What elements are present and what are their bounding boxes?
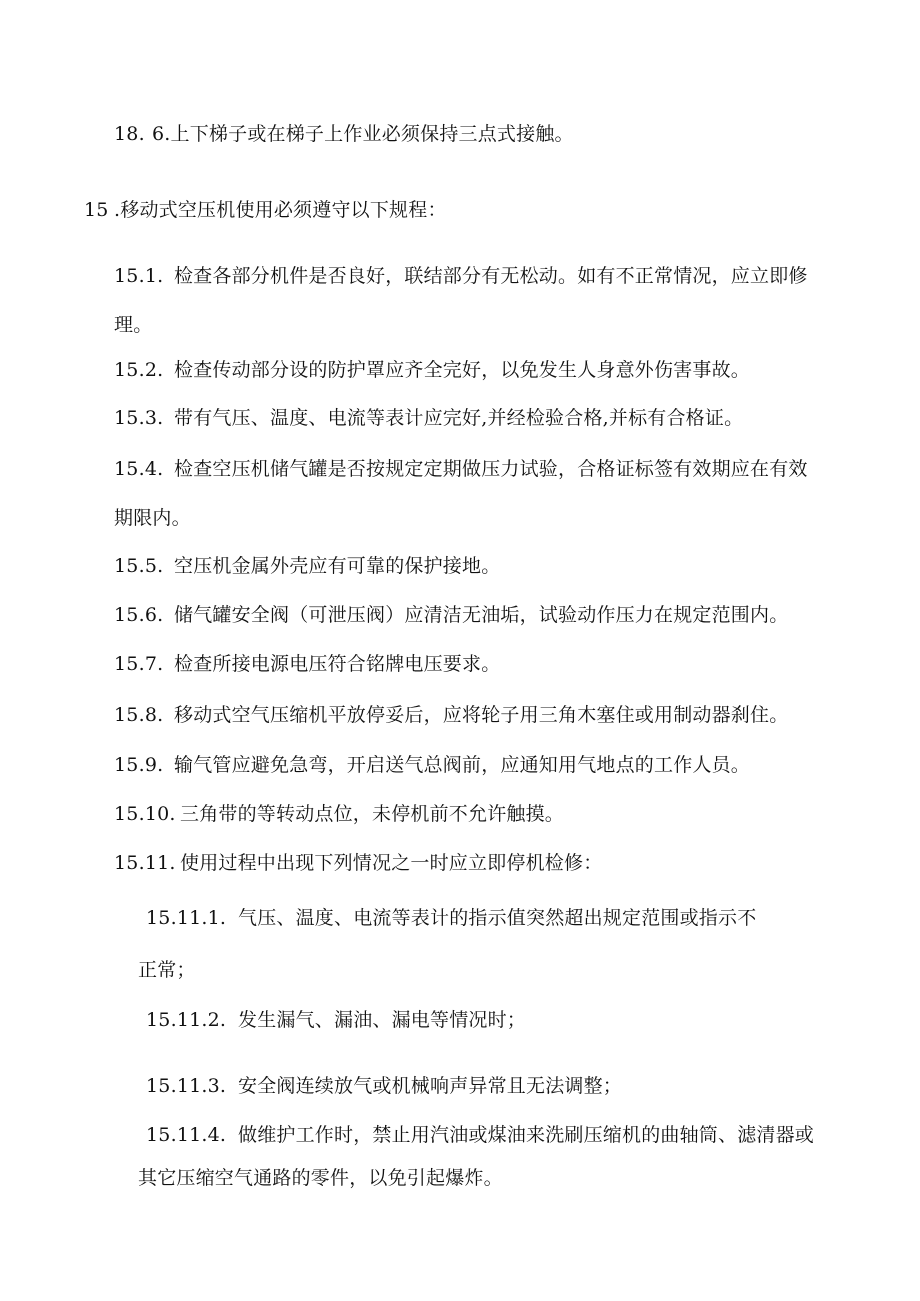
clause-text: 6.上下梯子或在梯子上作业必须保持三点式接触。 bbox=[152, 123, 574, 145]
clause-number: 15.9. bbox=[114, 754, 164, 776]
clause-number: 15.11.2. bbox=[146, 1009, 227, 1031]
section-number: 15 bbox=[84, 199, 109, 221]
clause-number: 15.11. bbox=[114, 852, 176, 874]
clause-number: 15.3. bbox=[114, 407, 164, 429]
clause-15-2 bbox=[114, 358, 750, 382]
clause-15-4-continuation bbox=[114, 506, 191, 530]
clause-number: 15.7. bbox=[114, 653, 164, 675]
clause-text: 检查各部分机件是否良好，联结部分有无松动。如有不正常情况，应立即修 bbox=[174, 265, 808, 287]
clause-number: 15.10. bbox=[114, 803, 176, 825]
clause-number: 15.11.1. bbox=[146, 907, 227, 929]
clause-text: 气压、温度、电流等表计的指示值突然超出规定范围或指示不 bbox=[238, 907, 757, 929]
clause-15-11-1-continuation bbox=[138, 958, 196, 982]
clause-text: 检查空压机储气罐是否按规定定期做压力试验，合格证标签有效期应在有效 bbox=[174, 458, 808, 480]
clause-15-6 bbox=[114, 603, 788, 627]
clause-15-10 bbox=[114, 802, 564, 826]
clause-text: 三角带的等转动点位，未停机前不允许触摸。 bbox=[180, 803, 565, 825]
clause-text: 理。 bbox=[114, 314, 153, 336]
clause-text: 输气管应避免急弯，开启送气总阀前，应通知用气地点的工作人员。 bbox=[174, 754, 751, 776]
clause-text: 储气罐安全阀（可泄压阀）应清洁无油垢，试验动作压力在规定范围内。 bbox=[174, 604, 789, 626]
clause-text: 带有气压、温度、电流等表计应完好,并经检验合格,并标有合格证。 bbox=[174, 407, 744, 429]
clause-text: 期限内。 bbox=[114, 507, 191, 529]
clause-number: 15.8. bbox=[114, 704, 164, 726]
clause-15-8 bbox=[114, 703, 788, 727]
clause-15-3 bbox=[114, 406, 743, 430]
clause-15-9 bbox=[114, 753, 750, 777]
clause-15-11-4 bbox=[146, 1123, 814, 1147]
section-15-heading bbox=[84, 198, 447, 222]
clause-18-6 bbox=[114, 122, 574, 146]
clause-text: 移动式空气压缩机平放停妥后，应将轮子用三角木塞住或用制动器刹住。 bbox=[174, 704, 789, 726]
clause-text: 使用过程中出现下列情况之一时应立即停机检修： bbox=[180, 852, 603, 874]
clause-15-11-2 bbox=[146, 1008, 526, 1032]
clause-15-1 bbox=[114, 264, 808, 288]
clause-15-7 bbox=[114, 652, 500, 676]
clause-number: 15.11.4. bbox=[146, 1124, 227, 1146]
clause-number: 15.11.3. bbox=[146, 1075, 227, 1097]
section-title: .移动式空压机使用必须遵守以下规程： bbox=[114, 199, 447, 221]
clause-text: 其它压缩空气通路的零件，以免引起爆炸。 bbox=[138, 1167, 503, 1189]
clause-text: 检查所接电源电压符合铭牌电压要求。 bbox=[174, 653, 501, 675]
clause-text: 发生漏气、漏油、漏电等情况时； bbox=[238, 1009, 527, 1031]
clause-text: 正常； bbox=[138, 959, 196, 981]
clause-15-5 bbox=[114, 554, 500, 578]
clause-15-1-continuation bbox=[114, 313, 152, 337]
clause-text: 做维护工作时，禁止用汽油或煤油来洗刷压缩机的曲轴筒、滤清器或 bbox=[238, 1124, 815, 1146]
clause-text: 检查传动部分设的防护罩应齐全完好，以免发生人身意外伤害事故。 bbox=[174, 359, 751, 381]
clause-15-11 bbox=[114, 851, 602, 875]
clause-number: 15.6. bbox=[114, 604, 164, 626]
clause-text: 空压机金属外壳应有可靠的保护接地。 bbox=[174, 555, 501, 577]
clause-number: 15.1. bbox=[114, 265, 164, 287]
clause-number: 15.5. bbox=[114, 555, 164, 577]
clause-15-11-1 bbox=[146, 906, 756, 930]
clause-number: 18. bbox=[114, 123, 145, 145]
clause-number: 15.4. bbox=[114, 458, 164, 480]
clause-number: 15.2. bbox=[114, 359, 164, 381]
clause-text: 安全阀连续放气或机械响声异常且无法调整； bbox=[238, 1075, 623, 1097]
clause-15-4 bbox=[114, 457, 808, 481]
clause-15-11-4-continuation bbox=[138, 1166, 503, 1190]
clause-15-11-3 bbox=[146, 1074, 622, 1098]
